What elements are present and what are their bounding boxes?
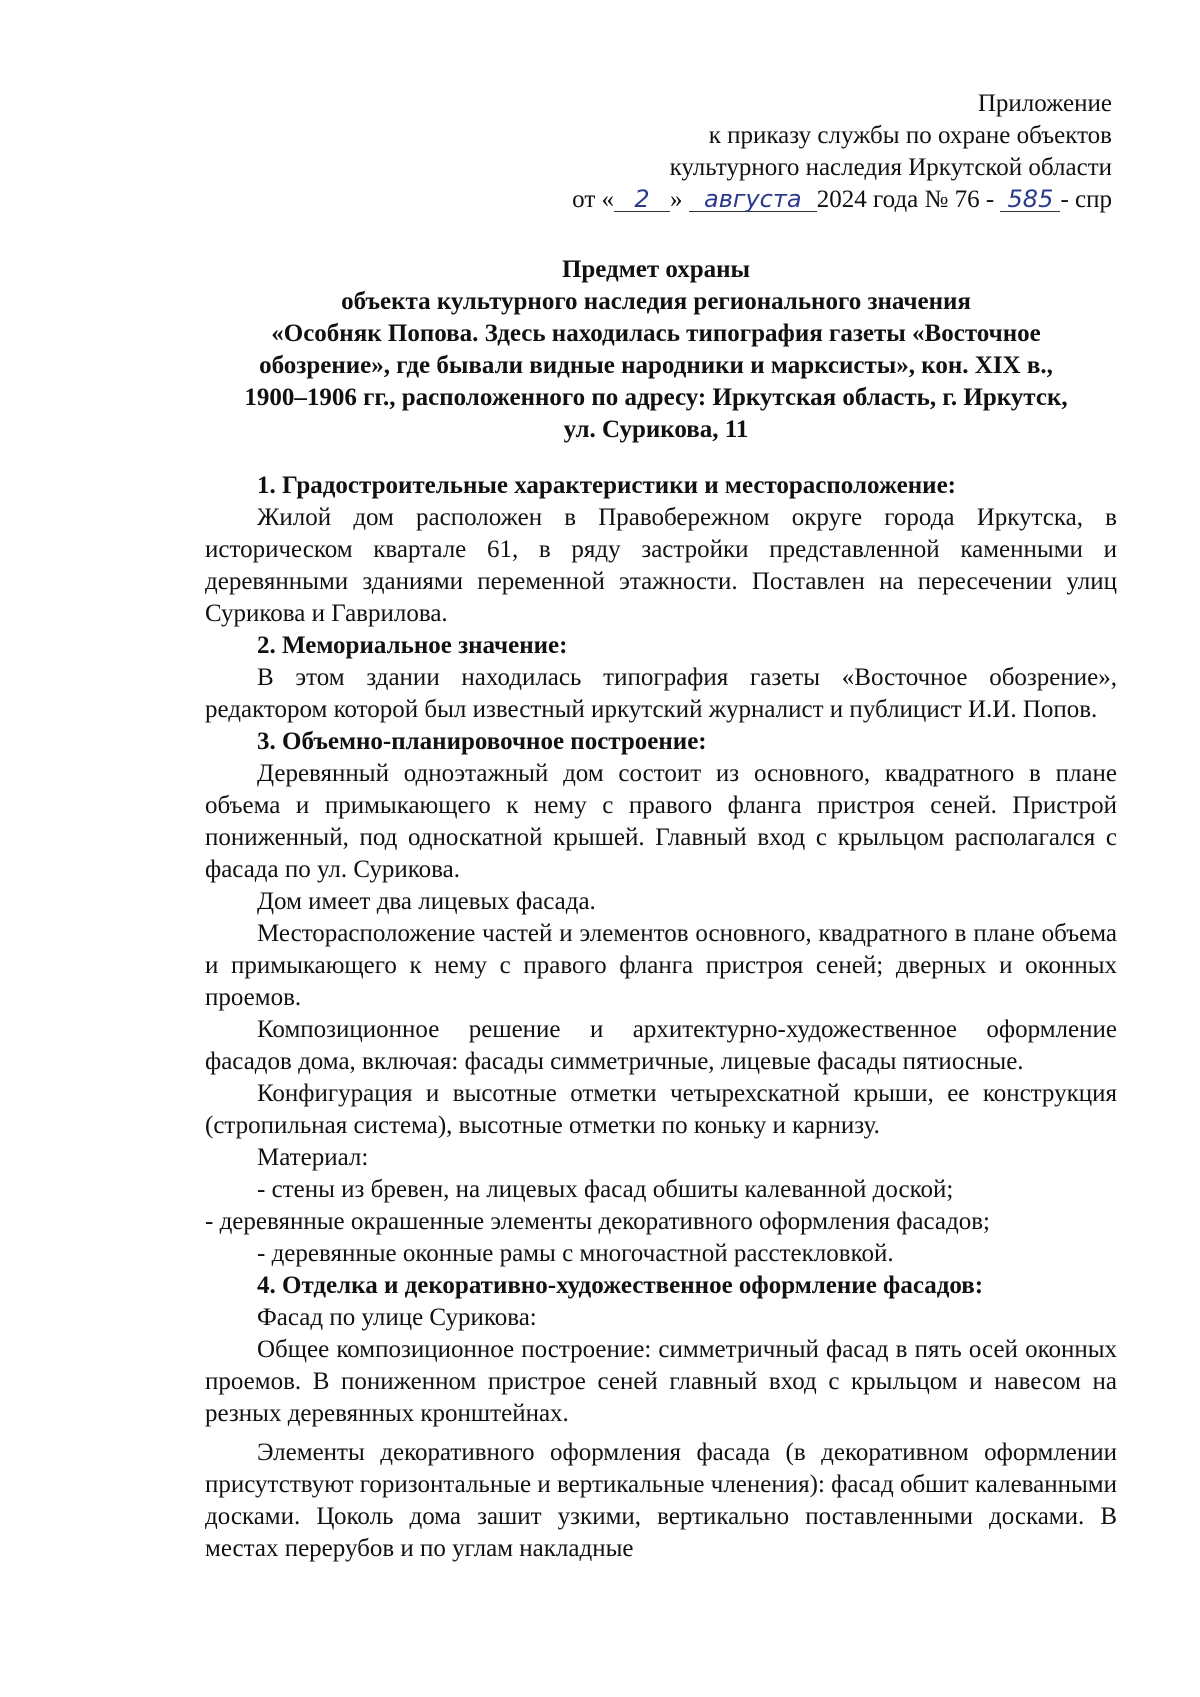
section-2-text: В этом здании находилась типография газеты «Восточное обозрение», редактором которой был известный иркутский журналист и публицист И.И. Попов. xyxy=(205,664,1117,723)
section-1-text: Жилой дом расположен в Правобережном округе города Иркутска, в историческом квартале 61, в ряду застройки представленной каменными и деревянными зданиями переменной этажности. Поставлен на пересечении улиц Сурикова и Гаврилова. xyxy=(205,504,1117,627)
title-line: «Особняк Попова. Здесь находилась типография газеты «Восточное xyxy=(271,320,1041,347)
document-body xyxy=(205,470,1117,1565)
title-line: ул. Сурикова, 11 xyxy=(563,416,749,443)
handwritten-day: 2 xyxy=(614,187,670,212)
header-line-date xyxy=(412,184,1112,216)
header-line-appendix: Приложение xyxy=(977,90,1112,117)
section-3-paragraph: Композиционное решение и архитектурно-художественное оформление фасадов дома, включая: фасады симметричные, лицевые фасады пятиосные. xyxy=(205,1016,1117,1075)
material-label: Материал: xyxy=(257,1144,369,1171)
header-line-order: к приказу службы по охране объектов xyxy=(708,122,1112,149)
section-3-heading: 3. Объемно-планировочное построение: xyxy=(257,728,707,755)
header-line-region: культурного наследия Иркутской области xyxy=(669,154,1112,181)
section-3-paragraph: Деревянный одноэтажный дом состоит из основного, квадратного в плане объема и примыкающего к нему с правого фланга пристроя сеней. Пристрой пониженный, под односкатной крышей. Главный вход с крыльцом располагался с фасада по ул. Сурикова. xyxy=(205,760,1117,883)
material-item: - деревянные оконные рамы с многочастной расстекловкой. xyxy=(257,1240,894,1267)
section-3-paragraph: Месторасположение частей и элементов основного, квадратного в плане объема и примыкающего к нему с правого фланга пристроя сеней; дверных и оконных проемов. xyxy=(205,920,1117,1011)
date-suffix: - спр xyxy=(1060,186,1112,213)
section-3-paragraph: Дом имеет два лицевых фасада. xyxy=(257,888,596,915)
handwritten-number: 585 xyxy=(1000,187,1060,212)
title-line: обозрение», где бывали видные народники и марксисты», кон. XIX в., xyxy=(259,352,1053,379)
section-4-paragraph: Фасад по улице Сурикова: xyxy=(257,1304,537,1331)
handwritten-month: августа xyxy=(689,187,817,212)
date-year: 2024 года № 76 - xyxy=(816,186,995,213)
section-4-paragraph: Общее композиционное построение: симметричный фасад в пять осей оконных проемов. В пониженном пристрое сеней главный вход с крыльцом и навесом на резных деревянных кронштейнах. xyxy=(205,1336,1117,1427)
section-4-paragraph: Элементы декоративного оформления фасада (в декоративном оформлении присутствуют горизонтальные и вертикальные членения): фасад обшит калеванными досками. Цоколь дома зашит узкими, вертикально поставленными досками. В местах перерубов и по углам накладные xyxy=(205,1439,1117,1562)
section-2-heading: 2. Мемориальное значение: xyxy=(257,632,568,659)
document-title xyxy=(200,254,1112,446)
material-item: - деревянные окрашенные элементы декоративного оформления фасадов; xyxy=(205,1208,990,1235)
title-line: объекта культурного наследия регионального значения xyxy=(341,288,971,315)
title-line: Предмет охраны xyxy=(561,256,751,283)
section-3-paragraph: Конфигурация и высотные отметки четырехскатной крыши, ее конструкция (стропильная система), высотные отметки по коньку и карнизу. xyxy=(205,1080,1117,1139)
date-mid: » xyxy=(670,186,683,213)
material-item: - стены из бревен, на лицевых фасад обшиты калеванной доской; xyxy=(257,1176,954,1203)
appendix-header xyxy=(412,88,1112,216)
section-4-heading: 4. Отделка и декоративно-художественное оформление фасадов: xyxy=(257,1272,984,1299)
section-1-heading: 1. Градостроительные характеристики и месторасположение: xyxy=(257,472,956,499)
title-line: 1900–1906 гг., расположенного по адресу: Иркутская область, г. Иркутск, xyxy=(244,384,1068,411)
date-prefix: от « xyxy=(572,186,615,213)
